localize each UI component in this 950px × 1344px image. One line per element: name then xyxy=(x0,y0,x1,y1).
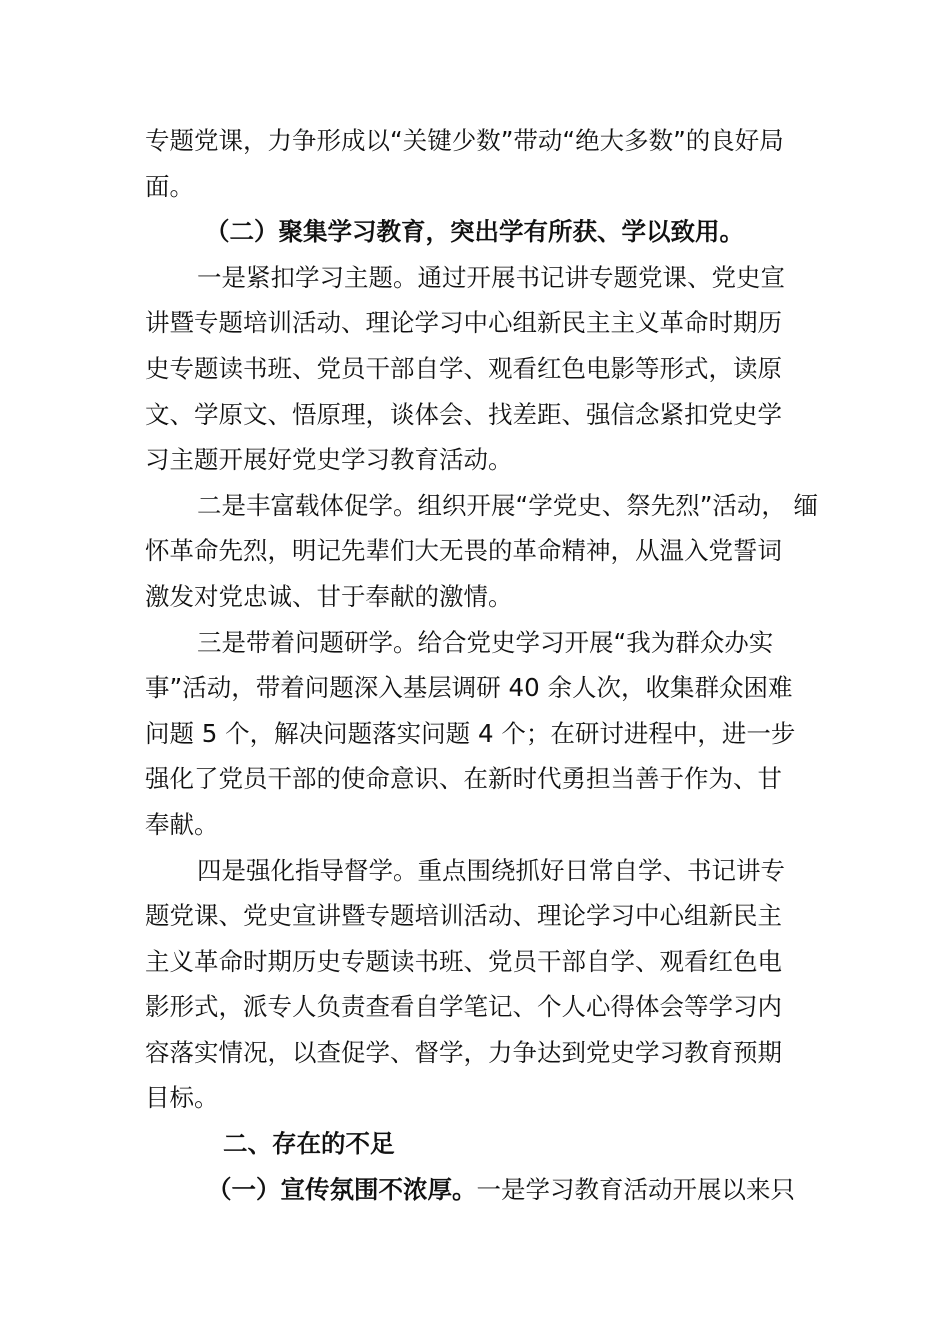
body-line: 强化了党员干部的使命意识、在新时代勇担当善于作为、甘 xyxy=(145,764,782,794)
paragraph-first-line: 四是强化指导督学。重点围绕抓好日常自学、书记讲专 xyxy=(197,855,785,885)
section-heading: 二、存在的不足 xyxy=(223,1129,395,1159)
item-heading: （一）宣传氛围不浓厚。 xyxy=(207,1174,477,1204)
body-line: 激发对党忠诚、甘于奉献的激情。 xyxy=(145,581,513,611)
body-line: 目标。 xyxy=(145,1083,219,1113)
body-line: 主义革命时期历史专题读书班、党员干部自学、观看红色电 xyxy=(145,946,782,976)
section-subheading: （二）聚集学习教育，突出学有所获、学以致用。 xyxy=(205,217,744,247)
body-line: 事”活动，带着问题深入基层调研 40 余人次，收集群众困难 xyxy=(145,673,793,703)
body-line: 面。 xyxy=(145,171,194,201)
paragraph-first-line: 三是带着问题研学。给合党史学习开展“我为群众办实 xyxy=(197,627,774,657)
document-body xyxy=(145,118,819,1212)
item-text: 一是学习教育活动开展以来只 xyxy=(476,1174,795,1204)
body-line: 怀革命先烈，明记先辈们大无畏的革命精神，从温入党誓词 xyxy=(145,536,782,566)
body-line: 习主题开展好党史学习教育活动。 xyxy=(145,445,513,475)
paragraph-first-line xyxy=(145,1167,809,1213)
body-line: 题党课、党史宣讲暨专题培训活动、理论学习中心组新民主 xyxy=(145,901,782,931)
body-line: 讲暨专题培训活动、理论学习中心组新民主主义革命时期历 xyxy=(145,308,782,338)
body-line: 容落实情况，以查促学、督学，力争达到党史学习教育预期 xyxy=(145,1037,782,1067)
paragraph-first-line: 一是紧扣学习主题。通过开展书记讲专题党课、党史宣 xyxy=(197,262,785,292)
body-line: 专题党课，力争形成以“关键少数”带动“绝大多数”的良好局 xyxy=(145,126,784,155)
body-line: 奉献。 xyxy=(145,809,219,839)
body-line: 问题 5 个，解决问题落实问题 4 个；在研讨进程中，进一步 xyxy=(145,718,796,748)
body-line: 文、学原文、悟原理，谈体会、找差距、强信念紧扣党史学 xyxy=(145,399,782,429)
body-line: 史专题读书班、党员干部自学、观看红色电影等形式，读原 xyxy=(145,353,782,383)
body-line: 影形式，派专人负责查看自学笔记、个人心得体会等学习内 xyxy=(145,992,782,1022)
paragraph-first-line: 二是丰富载体促学。组织开展“学党史、祭先烈”活动， 缅 xyxy=(197,490,819,520)
